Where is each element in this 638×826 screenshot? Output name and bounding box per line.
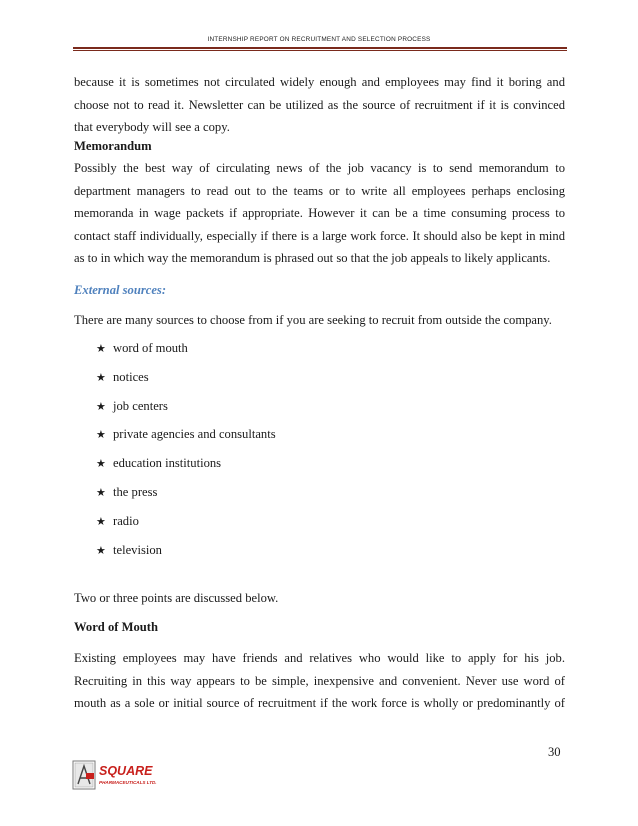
- paragraph-line: Existing employees may have friends and relatives who would like to apply for his job.: [74, 651, 565, 665]
- star-bullet-icon: ★: [96, 515, 106, 528]
- paragraph-line: Recruiting in this way appears to be simple, inexpensive and convenient. Never use word of: [74, 673, 565, 688]
- paragraph-line: memoranda in wage packets if appropriate. However it can be a time consuming process to: [74, 206, 565, 220]
- star-bullet-icon: ★: [96, 343, 106, 355]
- logo-text: SQUARE: [99, 764, 153, 778]
- paragraph-line: because it is sometimes not circulated widely enough and employees may find it boring and: [74, 75, 565, 89]
- memorandum-section: [74, 136, 565, 270]
- header-rule: [73, 47, 567, 49]
- word-of-mouth-heading: Word of Mouth: [74, 620, 158, 634]
- running-header: INTERNSHIP REPORT ON RECRUITMENT AND SELECTION PROCESS: [207, 36, 431, 43]
- memorandum-heading: Memorandum: [74, 139, 152, 153]
- paragraph-line: choose not to read it. Newsletter can be utilized as the source of recruitment if it is convinced: [74, 97, 565, 112]
- paragraph-line: contact staff individually, especially if there is a large work force. It should also be kept in mind: [74, 228, 565, 243]
- star-bullet-icon: ★: [96, 486, 106, 499]
- paragraph-line: Possibly the best way of circulating news of the job vacancy is to send memorandum to: [74, 161, 565, 175]
- paragraph-line: that everybody will see a copy.: [74, 120, 230, 134]
- star-bullet-icon: ★: [96, 371, 106, 384]
- star-bullet-icon: ★: [96, 429, 106, 442]
- list-item: ★ word of mouth: [96, 341, 276, 370]
- logo-subtext: PHARMACEUTICALS LTD.: [99, 780, 157, 785]
- star-bullet-icon: ★: [96, 458, 106, 471]
- external-intro: There are many sources to choose from if you are seeking to recruit from outside the company.: [74, 313, 552, 327]
- logo-red-accent: [86, 773, 94, 779]
- list-item: ★ radio: [96, 514, 276, 543]
- paragraph-line: department managers to read out to the teams or to write all employees perhaps enclosing: [74, 183, 565, 198]
- page-number: 30: [548, 745, 561, 759]
- paragraph-line: as to in which way the memorandum is phrased out so that the job appeals to likely applicants.: [74, 251, 551, 265]
- star-bullet-icon: ★: [96, 400, 106, 413]
- external-sources-heading: External sources:: [74, 283, 167, 297]
- header-rule-thin: [73, 50, 567, 51]
- intro-paragraph: [74, 71, 565, 139]
- paragraph-line: mouth as a sole or initial source of recruitment if the work force is wholly or predominantly of: [74, 696, 565, 710]
- square-logo: [72, 760, 176, 790]
- list-item: ★ job centers: [96, 399, 276, 428]
- list-item: ★ private agencies and consultants: [96, 427, 276, 456]
- list-item: ★ education institutions: [96, 456, 276, 485]
- external-sources-list: [96, 341, 276, 571]
- discussed-text: Two or three points are discussed below.: [74, 591, 279, 605]
- list-item: ★ the press: [96, 485, 276, 514]
- list-item: ★ television: [96, 543, 276, 572]
- star-bullet-icon: ★: [96, 544, 106, 557]
- word-of-mouth-paragraph: [74, 647, 565, 715]
- list-item: ★ notices: [96, 370, 276, 399]
